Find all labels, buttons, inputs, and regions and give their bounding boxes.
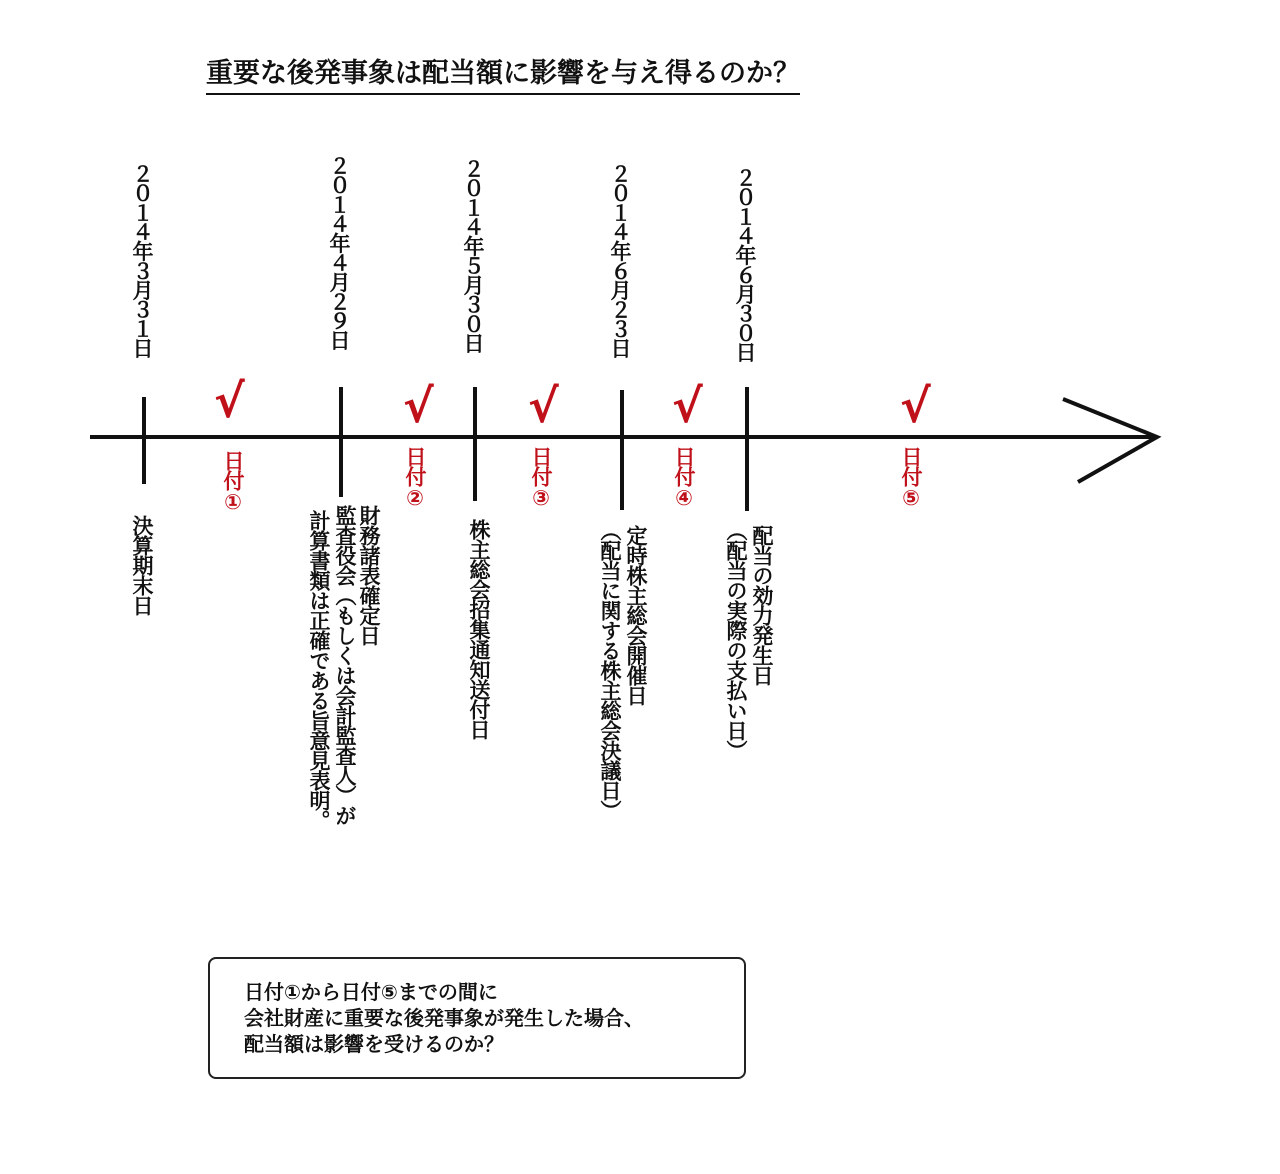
period-label-1: 日付①	[221, 450, 245, 513]
note-line-3: 配当額は影響を受けるのか？	[244, 1032, 504, 1056]
event-description-4-line-2: （配当に関する株主総会決議日）	[598, 520, 622, 820]
timeline-arrowhead	[1063, 399, 1157, 482]
note-box	[208, 957, 746, 1079]
date-label-3: ２０１４年５月３０日	[461, 158, 485, 353]
note-line-2: 会社財産に重要な後発事象が発生した場合、	[244, 1006, 644, 1030]
period-label-5: 日付⑤	[899, 446, 923, 509]
check-mark-3: √	[528, 379, 559, 433]
period-label-2: 日付②	[403, 446, 427, 509]
event-description-3: 株主総会招集通知送付日	[467, 519, 491, 739]
event-description-2-line-3: 計算書類は正確である旨意見表明。	[307, 510, 331, 830]
date-label-2: ２０１４年４月２９日	[327, 155, 351, 350]
event-description-2-line-1: 財務諸表確定日	[357, 505, 381, 645]
event-description-5-line-1: 配当の効力発生日	[750, 525, 774, 685]
period-label-4: 日付④	[672, 446, 696, 509]
date-label-4: ２０１４年６月２３日	[608, 163, 632, 358]
event-description-4-line-1: 定時株主総会開催日	[624, 525, 648, 705]
check-mark-5: √	[900, 379, 931, 433]
check-mark-1: √	[214, 374, 245, 428]
period-label-3: 日付③	[529, 446, 553, 509]
check-mark-2: √	[403, 379, 434, 433]
event-description-1: 決算期末日	[130, 515, 154, 615]
date-label-1: ２０１４年３月３１日	[130, 163, 154, 358]
date-label-5: ２０１４年６月３０日	[733, 167, 757, 362]
note-line-1: 日付①から日付⑤までの間に	[244, 980, 498, 1004]
check-mark-4: √	[672, 379, 703, 433]
event-description-5-line-2: （配当の実際の支払い日）	[724, 520, 748, 760]
event-description-2-line-2: 監査役会（もしくは会計監査人）が	[333, 505, 357, 825]
page-title: 重要な後発事象は配当額に影響を与え得るのか？	[206, 56, 800, 95]
